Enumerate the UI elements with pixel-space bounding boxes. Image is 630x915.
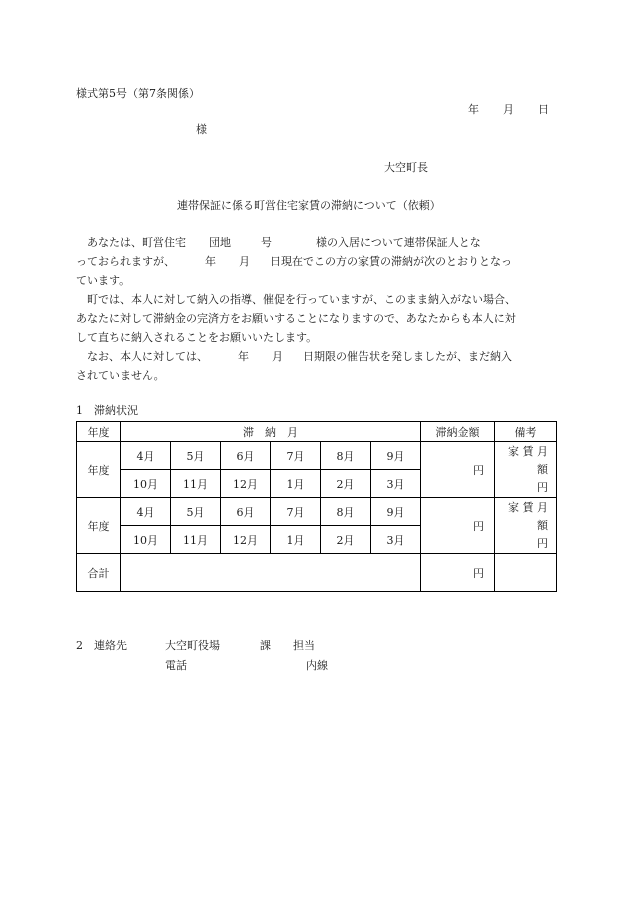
body-paragraph-1 bbox=[76, 233, 556, 290]
month-cell: 11月 bbox=[171, 526, 221, 554]
month-cell: 12月 bbox=[221, 470, 271, 498]
sender-name: 大空町長 bbox=[384, 161, 428, 174]
contact-office: 大空町役場 bbox=[165, 639, 220, 652]
text-line: して直ちに納入されることをお願いいたします。 bbox=[76, 331, 318, 344]
header-year: 年度 bbox=[77, 422, 121, 442]
text-line: 町では、本人に対して納入の指導、催促を行っていますが、このまま納入がない場合、 bbox=[87, 293, 516, 306]
text-line: なお、本人に対しては、 年 月 日期限の催告状を発しましたが、まだ納入 bbox=[87, 350, 512, 363]
text-line: あなたは、町営住宅 団地 号 様の入居について連帯保証人とな bbox=[87, 236, 481, 249]
table-row bbox=[77, 442, 557, 470]
remarks-cell: 家 賃 月 額 円 bbox=[495, 498, 557, 554]
remarks-cell: 家 賃 月 額 円 bbox=[495, 442, 557, 498]
contact-extension: 内線 bbox=[306, 659, 328, 672]
header-months: 滞 納 月 bbox=[121, 422, 421, 442]
total-remarks-cell bbox=[495, 554, 557, 592]
month-cell: 6月 bbox=[221, 498, 271, 526]
text-line: されていません。 bbox=[76, 369, 165, 382]
month-cell: 1月 bbox=[271, 526, 321, 554]
body-paragraph-3 bbox=[76, 347, 556, 385]
document-title: 連帯保証に係る町営住宅家賃の滞納について（依頼） bbox=[177, 199, 441, 212]
header-remarks: 備考 bbox=[495, 422, 557, 442]
month-cell: 6月 bbox=[221, 442, 271, 470]
table-row bbox=[77, 498, 557, 526]
date-year-label: 年 bbox=[468, 103, 479, 116]
text-line: あなたに対して滞納金の完済方をお願いすることになりますので、あなたからも本人に対 bbox=[76, 312, 516, 325]
row-year-label: 年度 bbox=[77, 498, 121, 554]
total-row bbox=[77, 554, 557, 592]
total-label: 合計 bbox=[77, 554, 121, 592]
date-day-label: 日 bbox=[538, 103, 549, 116]
date-month-label: 月 bbox=[503, 103, 514, 116]
month-cell: 4月 bbox=[121, 442, 171, 470]
month-cell: 1月 bbox=[271, 470, 321, 498]
month-cell: 10月 bbox=[121, 526, 171, 554]
body-paragraph-2 bbox=[76, 290, 556, 347]
month-cell: 4月 bbox=[121, 498, 171, 526]
month-cell: 2月 bbox=[321, 526, 371, 554]
amount-cell: 円 bbox=[421, 442, 495, 498]
month-cell: 5月 bbox=[171, 442, 221, 470]
header-row bbox=[77, 422, 557, 442]
month-cell: 8月 bbox=[321, 498, 371, 526]
contact-label: 2 連絡先 bbox=[76, 639, 127, 652]
contact-section: 課 bbox=[260, 639, 271, 652]
row-year-label: 年度 bbox=[77, 442, 121, 498]
total-amount-cell: 円 bbox=[421, 554, 495, 592]
contact-phone: 電話 bbox=[165, 659, 187, 672]
month-cell: 9月 bbox=[371, 442, 421, 470]
form-reference: 様式第5号（第7条関係） bbox=[76, 87, 200, 100]
month-cell: 8月 bbox=[321, 442, 371, 470]
text-line: っておられますが、 年 月 日現在でこの方の家賃の滞納が次のとおりとなっ bbox=[76, 255, 512, 268]
month-cell: 3月 bbox=[371, 470, 421, 498]
addressee-suffix: 様 bbox=[196, 123, 207, 136]
header-amount: 滞納金額 bbox=[421, 422, 495, 442]
contact-person: 担当 bbox=[293, 639, 315, 652]
section-1-title: 1 滞納状況 bbox=[76, 404, 138, 417]
month-cell: 7月 bbox=[271, 442, 321, 470]
month-cell: 3月 bbox=[371, 526, 421, 554]
month-cell: 7月 bbox=[271, 498, 321, 526]
total-months-cell bbox=[121, 554, 421, 592]
month-cell: 11月 bbox=[171, 470, 221, 498]
arrears-table bbox=[76, 421, 557, 592]
month-cell: 9月 bbox=[371, 498, 421, 526]
month-cell: 5月 bbox=[171, 498, 221, 526]
text-line: ています。 bbox=[76, 274, 131, 287]
month-cell: 10月 bbox=[121, 470, 171, 498]
month-cell: 2月 bbox=[321, 470, 371, 498]
month-cell: 12月 bbox=[221, 526, 271, 554]
amount-cell: 円 bbox=[421, 498, 495, 554]
